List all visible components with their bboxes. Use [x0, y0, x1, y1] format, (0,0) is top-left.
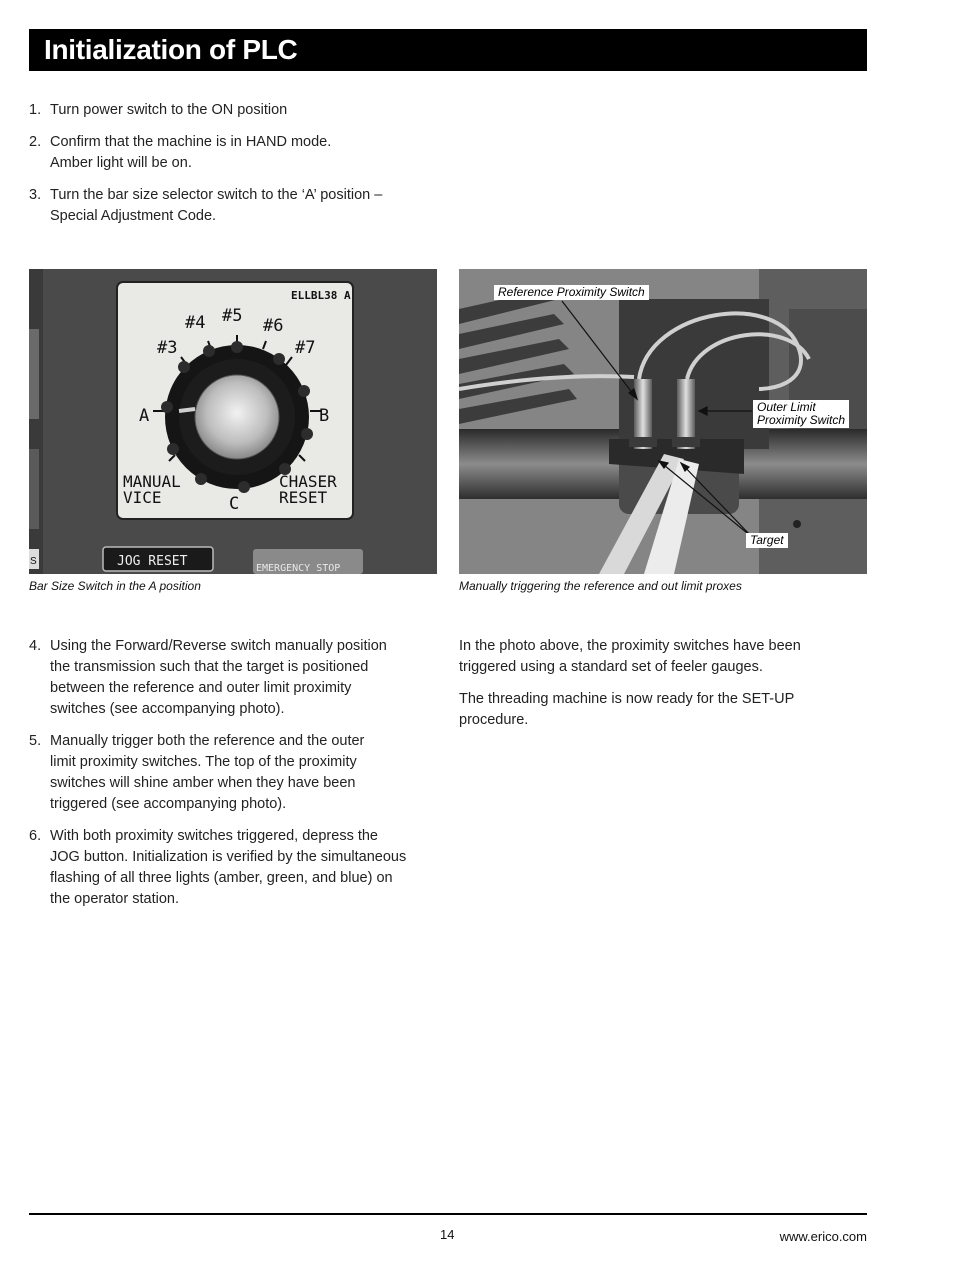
- steps-list-top: [29, 100, 409, 238]
- dial-label-c: C: [229, 494, 240, 514]
- photo-caption-right: Manually triggering the reference and out limit proxes: [459, 579, 742, 593]
- step-number: 1.: [29, 102, 42, 118]
- paragraph-ready: [459, 689, 839, 731]
- paragraph-feeler-gauges: [459, 636, 839, 678]
- title-bar: [29, 29, 867, 71]
- footer-divider: [29, 1213, 867, 1215]
- dial-label-6: #6: [263, 316, 284, 336]
- step-line: Manually trigger both the reference and the outer: [50, 733, 365, 749]
- dial-label-5: #5: [222, 306, 243, 326]
- step-number: 5.: [29, 733, 42, 749]
- step-line: Using the Forward/Reverse switch manually position: [50, 638, 387, 654]
- emergency-stop-label: EMERGENCY STOP: [256, 563, 341, 574]
- step-line: the operator station.: [50, 891, 179, 907]
- step-line: the transmission such that the target is positioned: [50, 659, 369, 675]
- list-item: [29, 132, 409, 174]
- proximity-switch-photo: [459, 269, 867, 574]
- step-line: Special Adjustment Code.: [50, 208, 217, 224]
- dial-label-4: #4: [185, 313, 206, 333]
- bar-size-switch-illustration: [29, 269, 437, 574]
- paragraph-line: procedure.: [459, 712, 529, 728]
- step-line: Confirm that the machine is in HAND mode.: [50, 134, 332, 150]
- label-outer-line-2: Proximity Switch: [757, 413, 846, 427]
- list-item: [29, 731, 429, 815]
- list-item: [29, 636, 429, 720]
- step-line: triggered (see accompanying photo).: [50, 796, 287, 812]
- label-target: Target: [746, 533, 788, 548]
- label-reference-proximity-switch: Reference Proximity Switch: [494, 285, 649, 300]
- step-line: With both proximity switches triggered, depress the: [50, 828, 378, 844]
- step-line: JOG button. Initialization is verified by the simultaneous: [50, 849, 407, 865]
- label-outer-line-1: Outer Limit: [757, 400, 816, 414]
- list-item: [29, 826, 429, 910]
- paragraph-line: In the photo above, the proximity switches have been: [459, 638, 801, 654]
- bar-size-switch-photo: [29, 269, 437, 574]
- list-item: [29, 100, 409, 121]
- paragraph-line: The threading machine is now ready for the SET-UP: [459, 691, 795, 707]
- dial-label-7: #7: [295, 338, 316, 358]
- step-number: 6.: [29, 828, 42, 844]
- page-title: Initialization of PLC: [44, 34, 298, 65]
- step-line: limit proximity switches. The top of the proximity: [50, 754, 357, 770]
- step-line: Amber light will be on.: [50, 155, 192, 171]
- dial-label-3: #3: [157, 338, 178, 358]
- dial-label-manual: MANUAL: [123, 472, 181, 491]
- dial-label-chaser: CHASER: [279, 472, 337, 491]
- photo-caption-left: Bar Size Switch in the A position: [29, 579, 201, 593]
- step-line: switches will shine amber when they have been: [50, 775, 356, 791]
- dial-label-vice: VICE: [123, 488, 162, 507]
- jog-reset-label: JOG RESET: [117, 554, 188, 569]
- footer-website-link[interactable]: www.erico.com: [779, 1229, 867, 1244]
- dial-label-a: A: [139, 406, 150, 426]
- step-number: 3.: [29, 187, 42, 203]
- step-line: switches (see accompanying photo).: [50, 701, 285, 717]
- label-outer-limit-proximity-switch: [753, 400, 849, 428]
- step-line: Turn the bar size selector switch to the ‘A’ position –: [50, 187, 383, 203]
- step-line: between the reference and outer limit proximity: [50, 680, 352, 696]
- step-line: flashing of all three lights (amber, green, and blue) on: [50, 870, 393, 886]
- page-number: 14: [440, 1227, 455, 1242]
- step-number: 2.: [29, 134, 42, 150]
- dial-part-number: ELLBL38 A: [291, 289, 351, 302]
- dial-label-reset: RESET: [279, 488, 328, 507]
- paragraph-line: triggered using a standard set of feeler gauges.: [459, 659, 763, 675]
- left-edge-label: S: [30, 556, 37, 567]
- step-line: Turn power switch to the ON position: [50, 102, 288, 118]
- dial-label-b: B: [319, 406, 330, 426]
- steps-list-bottom: [29, 636, 429, 921]
- list-item: [29, 185, 409, 227]
- step-number: 4.: [29, 638, 42, 654]
